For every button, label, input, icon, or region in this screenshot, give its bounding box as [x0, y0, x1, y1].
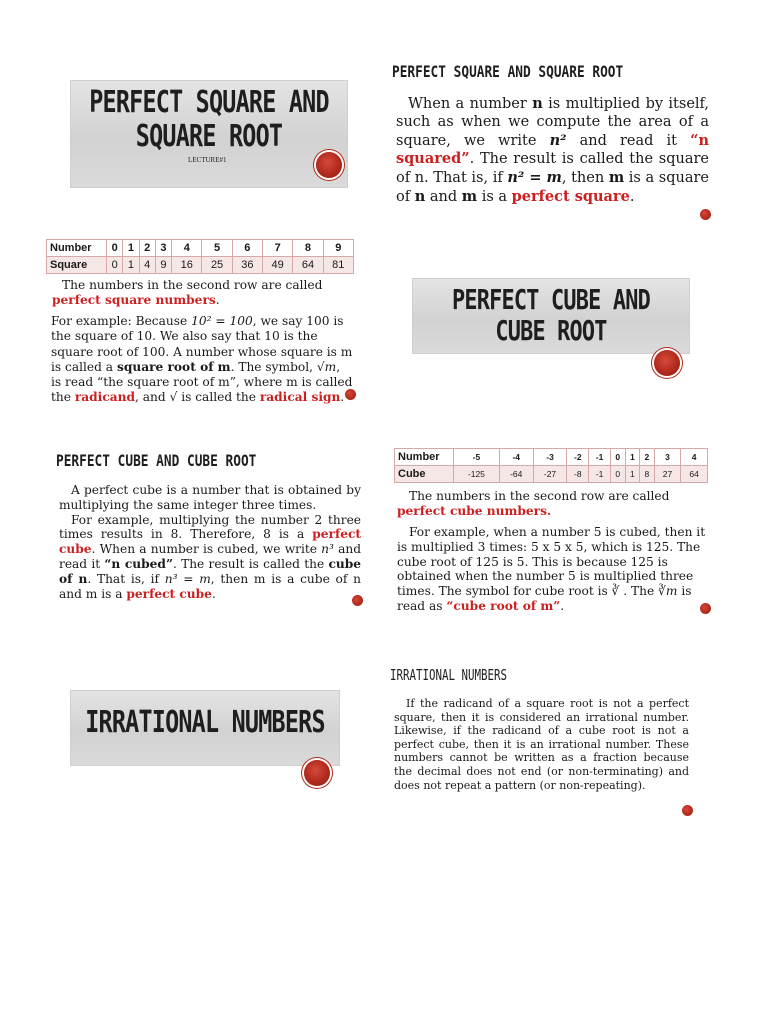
decor-dot-icon [682, 805, 693, 816]
banner-title-line1: PERFECT CUBE AND [452, 283, 650, 316]
decor-dot-icon [700, 603, 711, 614]
title-banner-cube [412, 278, 690, 354]
table-cell: 2 [640, 449, 655, 466]
cube-example-paragraph: For example, when a number 5 is cubed, then it is multiplied 3 times: 5 x 5 x 5, which is 125. The cube root of 125 is 5. This is because 125 is obtained when the number 5 is multiplied three times. The symbol for cube root is ∛ . The ∛m is read as “cube root of m”. [397, 525, 706, 613]
table-cell: -2 [567, 449, 589, 466]
table-header-number: Number [395, 449, 454, 466]
table-cell: 9 [323, 240, 353, 257]
decor-dot-icon [345, 389, 356, 400]
table-cell: 8 [293, 240, 323, 257]
banner-title: IRRATIONAL NUMBERS [85, 705, 325, 740]
square-definition-paragraph: When a number n is multiplied by itself, such as when we compute the area of a square, we write n² and read it “n squared”. The result is called the square of n. That is, if n² = m, then m is a square of n and m is a perfect square. [396, 95, 710, 205]
decor-dot-icon [304, 760, 330, 786]
table-header-cube: Cube [395, 466, 454, 483]
table-cell: 9 [155, 257, 171, 274]
table-cell: 8 [640, 466, 655, 483]
table-row [395, 466, 708, 483]
banner-title-line1: PERFECT SQUARE AND [89, 85, 329, 120]
table-cell: 25 [202, 257, 232, 274]
table-cell: 1 [123, 257, 139, 274]
square-example-paragraph: For example: Because 10² = 100, we say 100 is the square of 10. We also say that 10 is the square root of 100. A number whose square is m is called a square root of m. The symbol, √m, is read “the square root of m”, where m is called the radicand, and √ is called the radical sign. [51, 314, 353, 405]
banner-title [429, 283, 674, 347]
table-cell: 0 [107, 240, 123, 257]
title-banner-square [70, 80, 348, 188]
table-cell: -27 [533, 466, 567, 483]
irrational-paragraph: If the radicand of a square root is not a perfect square, then it is considered an irrational number. Likewise, if the radicand of a cube root is not a perfect cube, then it is an irrational number. These numbers cannot be written as a fraction because the decimal does not end (or non-terminating) and does not repeat a pattern (or non-repeating). [394, 697, 689, 792]
intro-line: The numbers in the second row are called [409, 489, 670, 503]
table-cell: -8 [567, 466, 589, 483]
section-heading-square: PERFECT SQUARE AND SQUARE ROOT [392, 62, 624, 81]
intro-red: perfect square numbers [52, 293, 216, 307]
table-cell: 3 [155, 240, 171, 257]
table-cell: -1 [589, 449, 611, 466]
cube-definition-paragraph: A perfect cube is a number that is obtained by multiplying the same integer three times. For example, multiplying the number 2 three times results in 8. Therefore, 8 is a perfect cube. When a number is cubed, we write n³ and read it “n cubed”. The result is called the cube of n. That is, if n³ = m, then m is a cube of n and m is a perfect cube. [59, 483, 362, 601]
banner-title-line2: SQUARE ROOT [135, 119, 283, 154]
table-cell: -64 [499, 466, 533, 483]
table-cell: 0 [610, 466, 625, 483]
section-heading-cube: PERFECT CUBE AND CUBE ROOT [56, 451, 257, 470]
table-cell: 3 [654, 449, 681, 466]
decor-dot-icon [654, 350, 680, 376]
banner-title [85, 85, 333, 154]
square-table [46, 239, 354, 274]
table-cell: -4 [499, 449, 533, 466]
table-cell: -3 [533, 449, 567, 466]
table-cell: 0 [610, 449, 625, 466]
table-header-number: Number [47, 240, 107, 257]
cube-intro-text [397, 489, 707, 519]
table-row [47, 257, 354, 274]
table-cell: 0 [107, 257, 123, 274]
table-cell: 16 [172, 257, 202, 274]
table-cell: -5 [454, 449, 500, 466]
table-cell: -125 [454, 466, 500, 483]
table-cell: 1 [123, 240, 139, 257]
table-cell: 6 [232, 240, 262, 257]
decor-dot-icon [700, 209, 711, 220]
decor-dot-icon [316, 152, 342, 178]
cube-table [394, 448, 708, 483]
table-cell: 36 [232, 257, 262, 274]
banner-subtitle: LECTURE#1 [188, 156, 227, 164]
cube-definition-line: A perfect cube is a number that is obtained by multiplying the same integer three times. [59, 483, 361, 512]
section-heading-irrational: IRRATIONAL NUMBERS [390, 666, 508, 684]
intro-red: perfect cube numbers. [397, 504, 552, 518]
table-cell: 7 [263, 240, 293, 257]
title-banner-irrational [70, 690, 340, 766]
decor-dot-icon [352, 595, 363, 606]
table-cell: 2 [139, 240, 155, 257]
table-cell: 49 [263, 257, 293, 274]
table-cell: 64 [681, 466, 708, 483]
table-cell: 4 [681, 449, 708, 466]
table-cell: -1 [589, 466, 611, 483]
table-cell: 81 [323, 257, 353, 274]
intro-line: The numbers in the second row are called [62, 278, 323, 292]
table-cell: 4 [172, 240, 202, 257]
square-intro-text: The numbers in the second row are called perfect square numbers. [52, 278, 352, 308]
table-cell: 27 [654, 466, 681, 483]
table-header-square: Square [47, 257, 107, 274]
table-cell: 4 [139, 257, 155, 274]
table-row [47, 240, 354, 257]
table-cell: 5 [202, 240, 232, 257]
table-cell: 1 [625, 466, 640, 483]
table-cell: 64 [293, 257, 323, 274]
banner-title-line2: CUBE ROOT [495, 314, 607, 347]
table-row [395, 449, 708, 466]
table-cell: 1 [625, 449, 640, 466]
